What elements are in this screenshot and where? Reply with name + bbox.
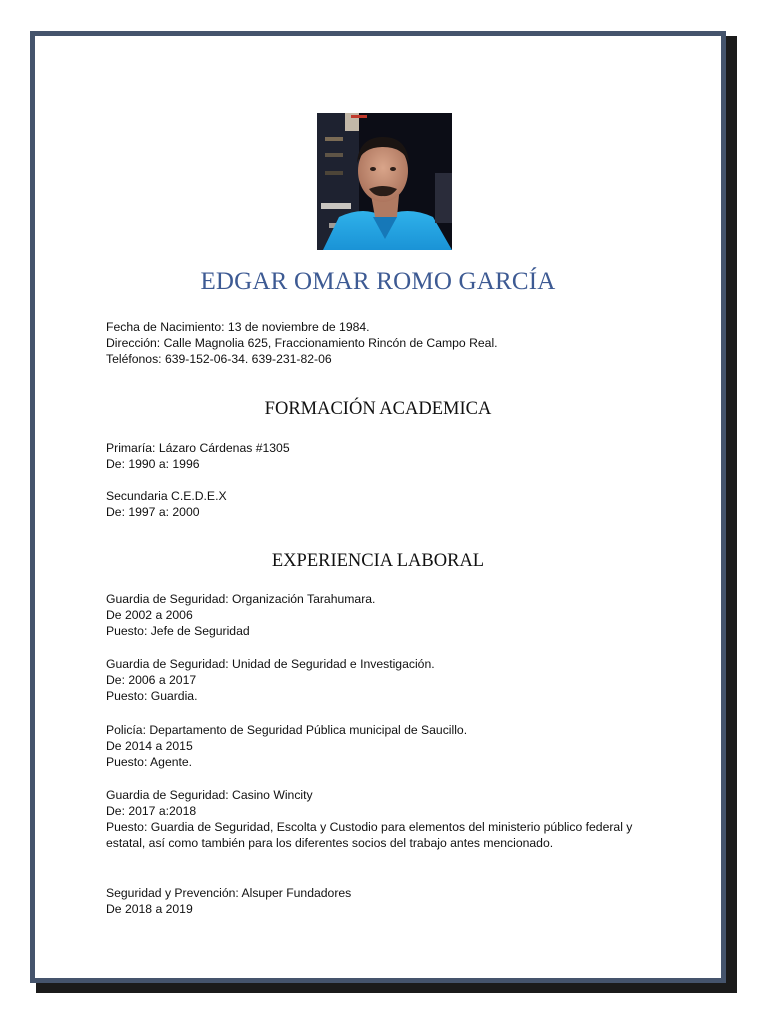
job-position: Puesto: Guardia. xyxy=(106,689,198,703)
job-period: De 2018 a 2019 xyxy=(106,902,193,916)
job-position: Puesto: Guardia de Seguridad, Escolta y Custodio para elementos del ministerio público federal y estatal, así como también para los diferentes socios del trabajo antes mencionado. xyxy=(106,820,633,850)
address: Dirección: Calle Magnolia 625, Fraccionamiento Rincón de Campo Real. xyxy=(106,336,498,350)
experience-item xyxy=(106,722,467,770)
education-heading: FORMACIÓN ACADEMICA xyxy=(264,399,492,419)
job-period: De: 2017 a:2018 xyxy=(106,804,197,818)
education-item xyxy=(106,440,290,472)
school-name: Secundaria C.E.D.E.X xyxy=(106,489,227,503)
candidate-name: EDGAR OMAR ROMO GARCÍA xyxy=(200,268,556,295)
experience-item xyxy=(106,885,351,917)
job-period: De 2014 a 2015 xyxy=(106,739,193,753)
employer: Seguridad y Prevención: Alsuper Fundadores xyxy=(106,886,352,900)
school-period: De: 1990 a: 1996 xyxy=(106,457,200,471)
phone-numbers: Teléfonos: 639-152-06-34. 639-231-82-06 xyxy=(106,352,332,366)
birth-date: Fecha de Nacimiento: 13 de noviembre de 1984. xyxy=(106,320,370,334)
school-name: Primaría: Lázaro Cárdenas #1305 xyxy=(106,441,290,455)
experience-heading: EXPERIENCIA LABORAL xyxy=(271,551,485,571)
job-position: Puesto: Jefe de Seguridad xyxy=(106,624,250,638)
employer: Guardia de Seguridad: Unidad de Seguridad e Investigación. xyxy=(106,657,435,671)
personal-info xyxy=(106,319,498,367)
employer: Guardia de Seguridad: Organización Tarahumara. xyxy=(106,592,376,606)
school-period: De: 1997 a: 2000 xyxy=(106,505,200,519)
employer: Policía: Departamento de Seguridad Pública municipal de Saucillo. xyxy=(106,723,468,737)
experience-item xyxy=(106,591,375,639)
education-item xyxy=(106,488,227,520)
profile-photo xyxy=(317,113,452,250)
job-position: Puesto: Agente. xyxy=(106,755,193,769)
employer: Guardia de Seguridad: Casino Wincity xyxy=(106,788,313,802)
resume-page xyxy=(30,31,726,983)
job-period: De 2002 a 2006 xyxy=(106,608,193,622)
experience-item xyxy=(106,787,666,851)
experience-item xyxy=(106,656,435,704)
job-period: De: 2006 a 2017 xyxy=(106,673,197,687)
